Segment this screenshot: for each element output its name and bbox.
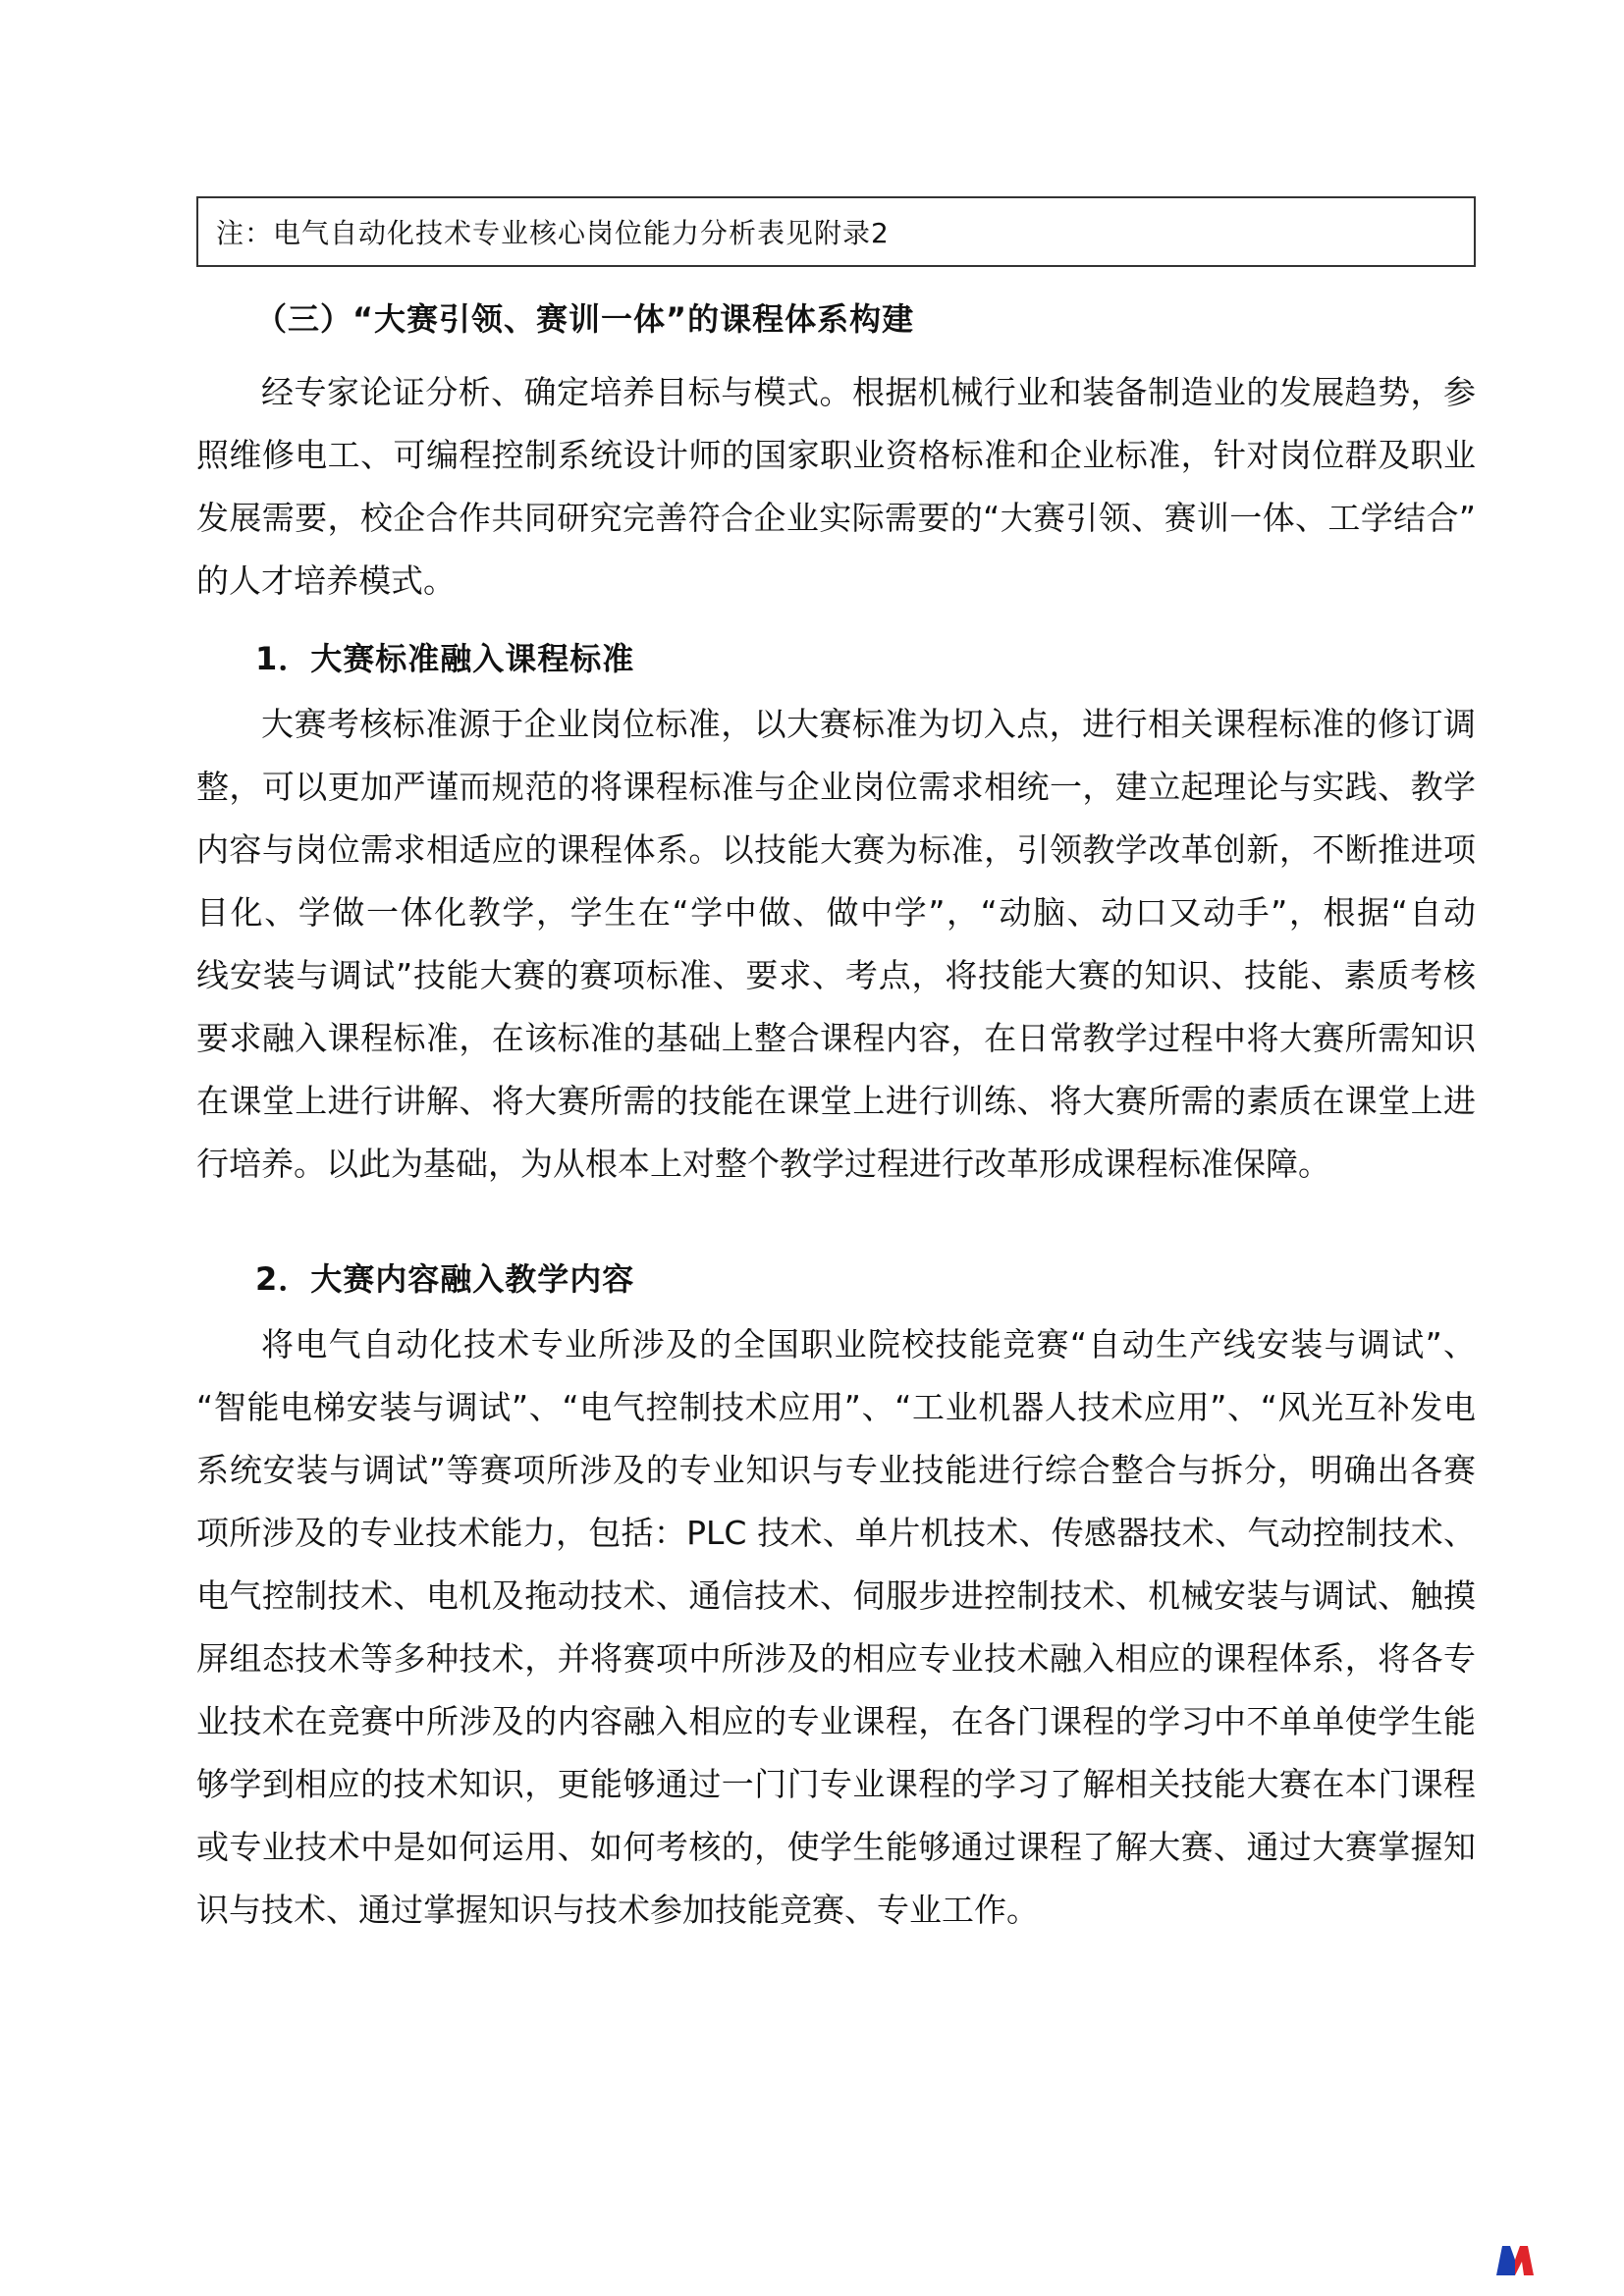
subsection-1-heading: 1．大赛标准融入课程标准 <box>255 640 635 677</box>
paragraph-line: 发展需要，校企合作共同研究完善符合企业实际需要的“大赛引领、赛训一体、工学结合” <box>196 499 1476 537</box>
paragraph-line: 线安装与调试”技能大赛的赛项标准、要求、考点，将技能大赛的知识、技能、素质考核 <box>196 956 1476 994</box>
paragraph-line: 内容与岗位需求相适应的课程体系。以技能大赛为标准，引领教学改革创新，不断推进项 <box>196 830 1476 869</box>
paragraph-line: 或专业技术中是如何运用、如何考核的，使学生能够通过课程了解大赛、通过大赛掌握知 <box>196 1828 1476 1866</box>
paragraph-line: 屏组态技术等多种技术，并将赛项中所涉及的相应专业技术融入相应的课程体系，将各专 <box>196 1639 1476 1678</box>
note-text: 注：电气自动化技术专业核心岗位能力分析表见附录2 <box>216 217 890 249</box>
paragraph-line: 业技术在竞赛中所涉及的内容融入相应的专业课程，在各门课程的学习中不单单使学生能 <box>196 1702 1476 1740</box>
paragraph-line: 系统安装与调试”等赛项所涉及的专业知识与专业技能进行综合整合与拆分，明确出各赛 <box>196 1451 1476 1489</box>
subsection-1-paragraph <box>196 693 1476 1196</box>
paragraph-line: 要求融入课程标准，在该标准的基础上整合课程内容，在日常教学过程中将大赛所需知识 <box>196 1019 1476 1057</box>
paragraph-line: 目化、学做一体化教学，学生在“学中做、做中学”，“动脑、动口又动手”，根据“自动 <box>196 893 1476 932</box>
subsection-2-heading: 2．大赛内容融入教学内容 <box>255 1260 635 1298</box>
section-heading: （三）“大赛引领、赛训一体”的课程体系构建 <box>255 300 915 338</box>
paragraph-line: 够学到相应的技术知识，更能够通过一门门专业课程的学习了解相关技能大赛在本门课程 <box>196 1765 1476 1803</box>
paragraph-line: 的人才培养模式。 <box>196 561 456 600</box>
subsection-2-paragraph <box>196 1313 1476 1942</box>
paragraph-line: 电气控制技术、电机及拖动技术、通信技术、伺服步进控制技术、机械安装与调试、触摸 <box>196 1576 1476 1615</box>
paragraph-line: “智能电梯安装与调试”、“电气控制技术应用”、“工业机器人技术应用”、“风光互补发电 <box>196 1388 1476 1426</box>
note-box <box>196 196 1476 267</box>
paragraph-line: 大赛考核标准源于企业岗位标准，以大赛标准为切入点，进行相关课程标准的修订调 <box>261 705 1476 743</box>
paragraph-line: 行培养。以此为基础，为从根本上对整个教学过程进行改革形成课程标准保障。 <box>196 1145 1330 1183</box>
logo-left-stroke <box>1496 2246 1515 2275</box>
paragraph-line: 经专家论证分析、确定培养目标与模式。根据机械行业和装备制造业的发展趋势，参 <box>261 373 1476 411</box>
intro-paragraph <box>196 361 1476 613</box>
paragraph-line: 将电气自动化技术专业所涉及的全国职业院校技能竞赛“自动生产线安装与调试”、 <box>261 1325 1476 1363</box>
m-logo-icon <box>1494 2242 1536 2277</box>
logo-right-stroke <box>1515 2246 1534 2275</box>
paragraph-line: 识与技术、通过掌握知识与技术参加技能竞赛、专业工作。 <box>196 1891 1039 1929</box>
paragraph-line: 项所涉及的专业技术能力，包括：PLC 技术、单片机技术、传感器技术、气动控制技术、 <box>196 1514 1476 1552</box>
paragraph-line: 照维修电工、可编程控制系统设计师的国家职业资格标准和企业标准，针对岗位群及职业 <box>196 436 1476 474</box>
paragraph-line: 整，可以更加严谨而规范的将课程标准与企业岗位需求相统一，建立起理论与实践、教学 <box>196 768 1476 806</box>
paragraph-line: 在课堂上进行讲解、将大赛所需的技能在课堂上进行训练、将大赛所需的素质在课堂上进 <box>196 1082 1476 1120</box>
